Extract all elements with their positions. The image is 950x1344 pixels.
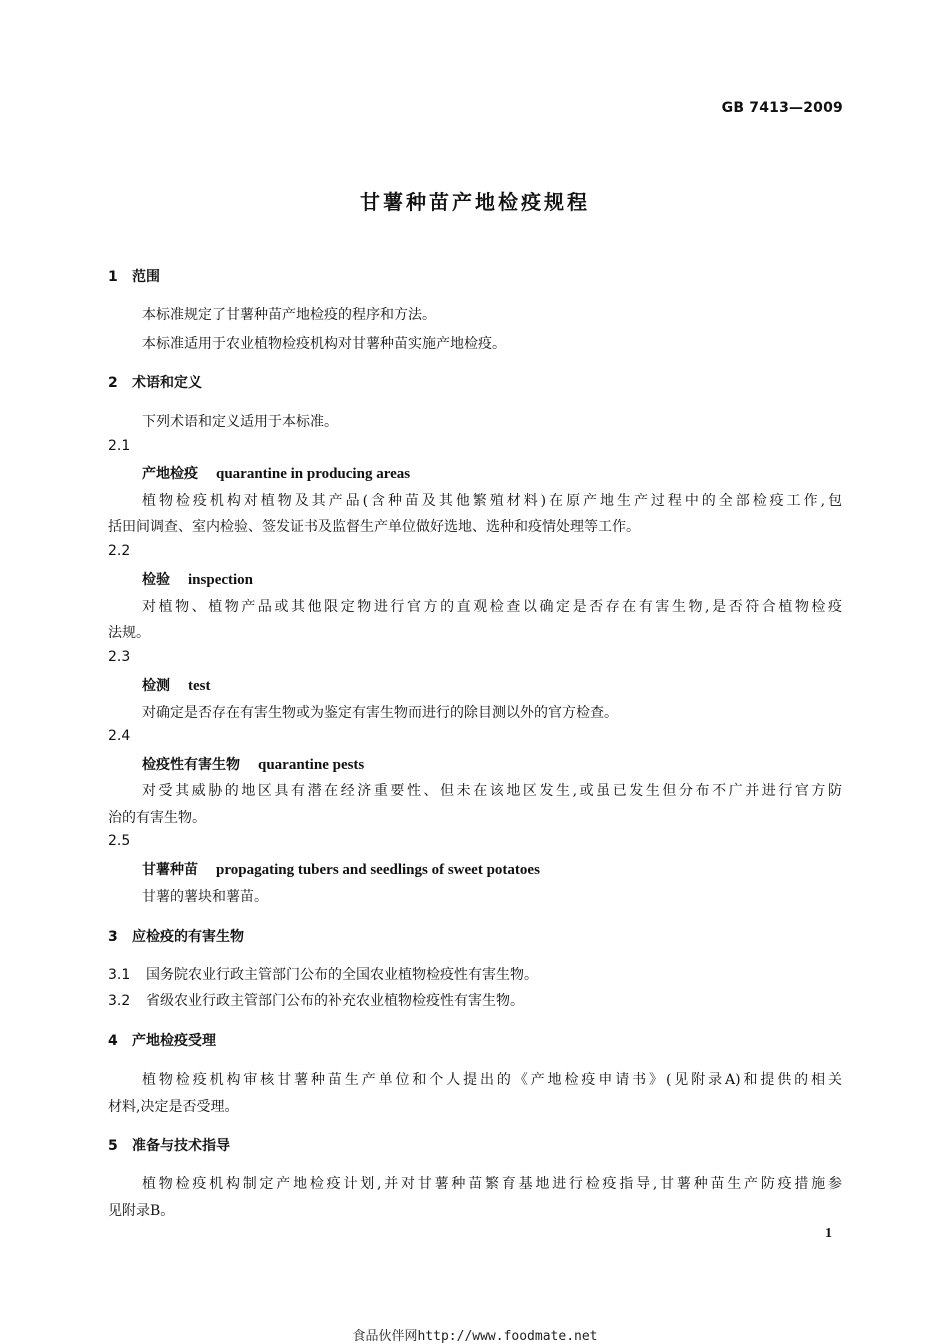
clause-number: 2.5 bbox=[108, 833, 131, 849]
clause-number: 2.3 bbox=[108, 649, 131, 665]
section-5-heading: 5 准备与技术指导 bbox=[108, 1138, 230, 1154]
definition-line: 法规。 bbox=[108, 625, 150, 641]
definition-line: 括田间调查、室内检验、签发证书及监督生产单位做好选地、选种和疫情处理等工作。 bbox=[108, 519, 640, 535]
section-1-heading: 1 范围 bbox=[108, 269, 160, 285]
clause: 3.1 国务院农业行政主管部门公布的全国农业植物检疫性有害生物。 bbox=[108, 967, 538, 983]
section-4-heading: 4 产地检疫受理 bbox=[108, 1033, 216, 1049]
footer-watermark: 食品伙伴网http://www.foodmate.net bbox=[352, 1329, 598, 1344]
definition-line: 对受其威胁的地区具有潜在经济重要性、但未在该地区发生,或虽已发生但分布不广并进行官方防 bbox=[142, 783, 842, 799]
paragraph-line: 植物检疫机构制定产地检疫计划,并对甘薯种苗繁育基地进行检疫指导,甘薯种苗生产防疫措施参 bbox=[142, 1176, 842, 1192]
term: 产地检疫 quarantine in producing areas bbox=[142, 466, 411, 482]
term: 甘薯种苗 propagating tubers and seedlings of sweet potatoes bbox=[142, 862, 540, 878]
definition-line: 对确定是否存在有害生物或为鉴定有害生物而进行的除目测以外的官方检查。 bbox=[142, 705, 618, 721]
document-title: 甘薯种苗产地检疫规程 bbox=[360, 190, 590, 214]
definition-line: 对植物、植物产品或其他限定物进行官方的直观检查以确定是否存在有害生物,是否符合植物检疫 bbox=[142, 599, 842, 615]
clause: 3.2 省级农业行政主管部门公布的补充农业植物检疫性有害生物。 bbox=[108, 993, 524, 1009]
paragraph-line: 植物检疫机构审核甘薯种苗生产单位和个人提出的《产地检疫申请书》(见附录A)和提供的相关 bbox=[142, 1072, 842, 1088]
paragraph: 下列术语和定义适用于本标准。 bbox=[142, 414, 338, 430]
definition-line: 治的有害生物。 bbox=[108, 810, 206, 826]
section-2-heading: 2 术语和定义 bbox=[108, 375, 202, 391]
standard-code: GB 7413—2009 bbox=[721, 100, 843, 116]
section-3-heading: 3 应检疫的有害生物 bbox=[108, 929, 244, 945]
page-number: 1 bbox=[825, 1226, 832, 1241]
paragraph: 本标准适用于农业植物检疫机构对甘薯种苗实施产地检疫。 bbox=[142, 336, 506, 352]
term: 检疫性有害生物 quarantine pests bbox=[142, 757, 365, 773]
definition-line: 植物检疫机构对植物及其产品(含种苗及其他繁殖材料)在原产地生产过程中的全部检疫工作,包 bbox=[142, 493, 842, 509]
clause-number: 2.4 bbox=[108, 728, 131, 744]
definition-line: 甘薯的薯块和薯苗。 bbox=[142, 889, 268, 905]
term: 检验 inspection bbox=[142, 572, 254, 588]
clause-number: 2.2 bbox=[108, 543, 131, 559]
clause-number: 2.1 bbox=[108, 438, 131, 454]
paragraph-line: 见附录B。 bbox=[108, 1203, 175, 1219]
term: 检测 test bbox=[142, 678, 211, 694]
paragraph-line: 材料,决定是否受理。 bbox=[108, 1099, 239, 1115]
paragraph: 本标准规定了甘薯种苗产地检疫的程序和方法。 bbox=[142, 307, 436, 323]
